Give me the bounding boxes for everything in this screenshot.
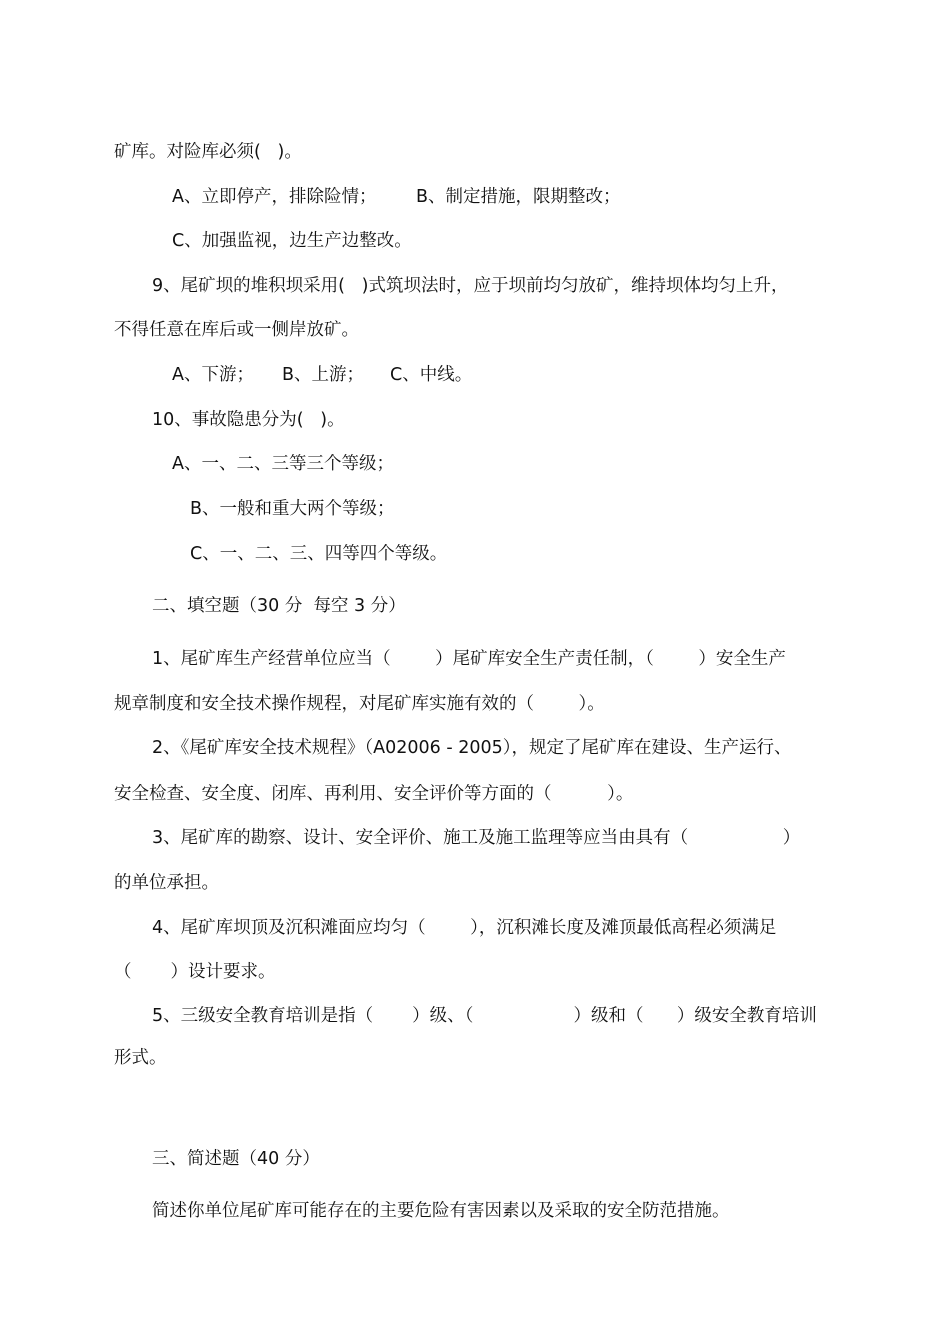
- q10-option-b: B、一般和重大两个等级；: [190, 499, 395, 519]
- section-2-heading: 二、填空题（30 分 每空 3 分）: [152, 596, 406, 616]
- q8-option-c: C、加强监视，边生产边整改。: [172, 231, 412, 251]
- fill-4-line-2: （ ）设计要求。: [114, 962, 276, 982]
- q9-option-a: A、下游；: [172, 365, 254, 385]
- q9-line-1: 9、尾矿坝的堆积坝采用( )式筑坝法时，应于坝前均匀放矿，维持坝体均匀上升，: [152, 276, 789, 296]
- fill-2-line-2: 安全检查、安全度、闭库、再利用、安全评价等方面的（ ）。: [114, 784, 634, 804]
- fill-3-line-1: 3、尾矿库的勘察、设计、安全评价、施工及施工监理等应当由具有（ ）: [152, 828, 801, 848]
- q10-option-a: A、一、二、三等三个等级；: [172, 454, 394, 474]
- q9-option-c: C、中线。: [390, 365, 473, 385]
- fill-4-line-1: 4、尾矿库坝顶及沉积滩面应均匀（ ），沉积滩长度及滩顶最低高程必须满足: [152, 918, 777, 938]
- fill-5-line-1: 5、三级安全教育培训是指（ ）级、（ ）级和（ ）级安全教育培训: [152, 1006, 817, 1026]
- fill-1-line-1: 1、尾矿库生产经营单位应当（ ）尾矿库安全生产责任制，（ ）安全生产: [152, 649, 786, 669]
- short-answer-question: 简述你单位尾矿库可能存在的主要危险有害因素以及采取的安全防范措施。: [152, 1201, 730, 1221]
- q9-option-b: B、上游；: [282, 365, 365, 385]
- section-3-heading: 三、简述题（40 分）: [152, 1149, 320, 1169]
- fill-3-line-2: 的单位承担。: [114, 873, 219, 893]
- q9-line-2: 不得任意在库后或一侧岸放矿。: [114, 320, 359, 340]
- q10-option-c: C、一、二、三、四等四个等级。: [190, 544, 448, 564]
- fill-2-line-1: 2、《尾矿库安全技术规程》（A02006 - 2005），规定了尾矿库在建设、生产运行、: [152, 738, 792, 758]
- q8-option-b: B、制定措施，限期整改；: [416, 187, 621, 207]
- q10-line-1: 10、事故隐患分为( )。: [152, 410, 345, 430]
- fill-5-line-2: 形式。: [114, 1048, 167, 1068]
- fill-1-line-2: 规章制度和安全技术操作规程，对尾矿库实施有效的（ ）。: [114, 694, 605, 714]
- q8-option-a: A、立即停产，排除险情；: [172, 187, 377, 207]
- q8-continuation: 矿库。对险库必须( )。: [114, 142, 302, 162]
